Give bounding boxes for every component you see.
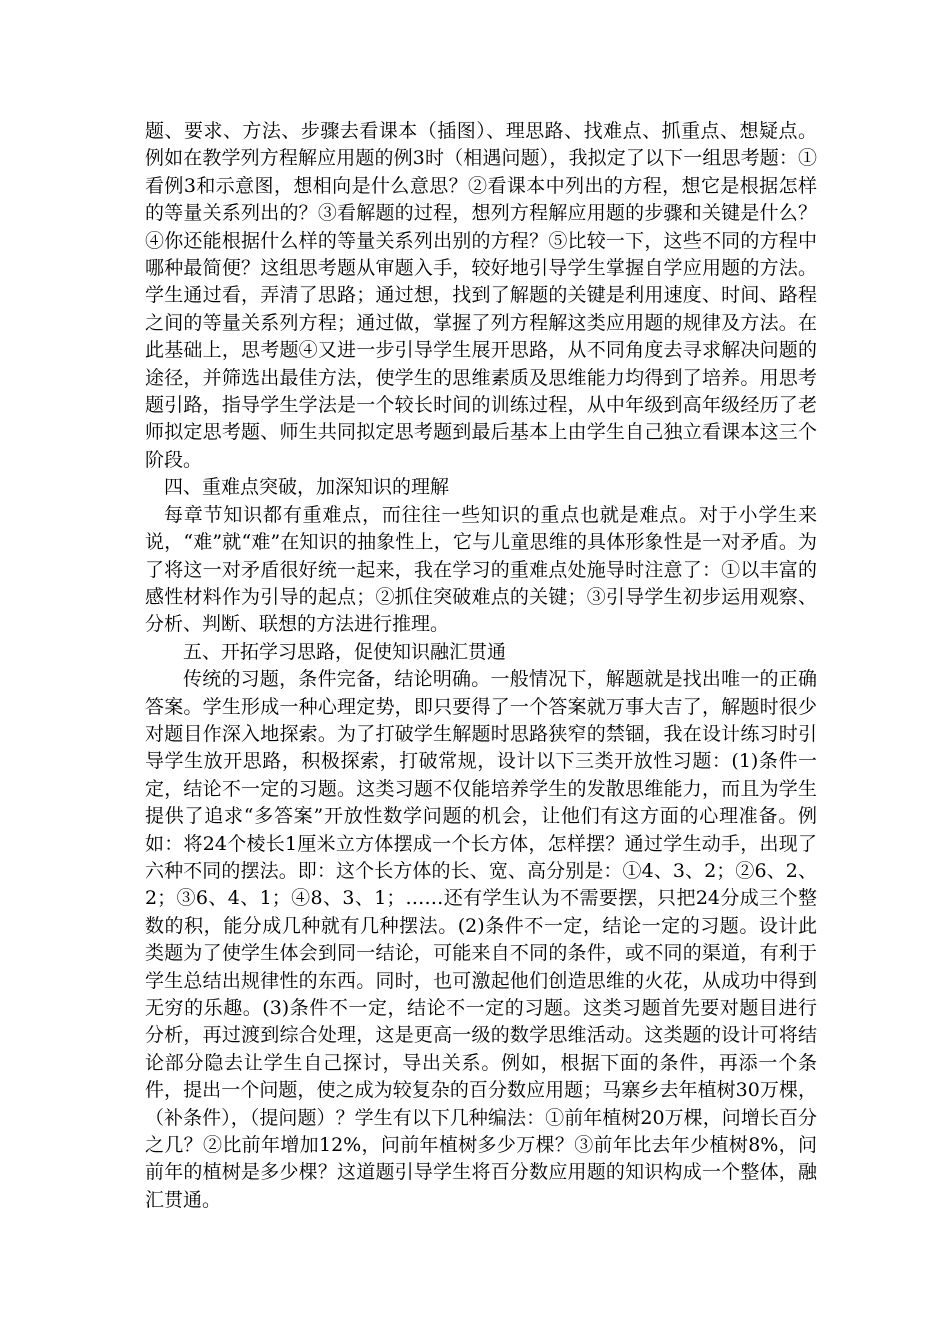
paragraph-key-difficulties: 每章节知识都有重难点，而往往一些知识的重点也就是难点。对于小学生来说，“难”就“难”在知识的抽象性上，它与儿童思维的具体形象性是一对矛盾。为了将这一对矛盾很好统一起来，我在学习的重难点处施导时注意了：①以丰富的感性材料作为引导的起点；②抓住突破难点的关键；③引导学生初步运用观察、分析、判断、联想的方法进行推理。	[145, 503, 817, 636]
paragraph-study-method: 题、要求、方法、步骤去看课本（插图）、理思路、找难点、抓重点、想疑点。例如在教学列方程解应用题的例3时（相遇问题），我拟定了以下一组思考题：①看例3和示意图，想相向是什么意思？②看课本中列出的方程，想它是根据怎样的等量关系列出的？③看解题的过程，想列方程解应用题的步骤和关键是什么？④你还能根据什么样的等量关系列出别的方程？⑤比较一下，这些不同的方程中哪种最简便？这组思考题从审题入手，较好地引导学生掌握自学应用题的方法。学生通过看，弄清了思路；通过想，找到了解题的关键是利用速度、时间、路程之间的等量关系列方程；通过做，掌握了列方程解这类应用题的规律及方法。在此基础上，思考题④又进一步引导学生展开思路，从不同角度去寻求解决问题的途径，并筛选出最佳方法，使学生的思维素质及思维能力均得到了培养。用思考题引路，指导学生学法是一个较长时间的训练过程，从中年级到高年级经历了老师拟定思考题、师生共同拟定思考题到最后基本上由学生自己独立看课本这三个阶段。	[145, 120, 817, 471]
section-heading-5: 五、开拓学习思路，促使知识融汇贯通	[183, 640, 507, 663]
paragraph-open-exercises: 传统的习题，条件完备，结论明确。一般情况下，解题就是找出唯一的正确答案。学生形成一种心理定势，即只要得了一个答案就万事大吉了，解题时很少对题目作深入地探索。为了打破学生解题时思路狭窄的禁锢，我在设计练习时引导学生放开思路，积极探索，打破常规，设计以下三类开放性习题：(1)条件一定，结论不一定的习题。这类习题不仅能培养学生的发散思维能力，而且为学生提供了追求“多答案”开放性数学问题的机会，让他们有这方面的心理准备。例如：将24个棱长1厘米立方体摆成一个长方体，怎样摆？通过学生动手，出现了六种不同的摆法。即：这个长方体的长、宽、高分别是：①4、3、2；②6、2、2；③6、4、1；④8、3、1；……还有学生认为不需要摆，只把24分成三个整数的积，能分成几种就有几种摆法。(2)条件不一定，结论一定的习题。设计此类题为了使学生体会到同一结论，可能来自不同的条件，或不同的渠道，有利于学生总结出规律性的东西。同时，也可激起他们创造思维的火花，从成功中得到无穷的乐趣。(3)条件不一定，结论不一定的习题。这类习题首先要对题目进行分析，再过渡到综合处理，这是更高一级的数学思维活动。这类题的设计可将结论部分隐去让学生自己探讨，导出关系。例如，根据下面的条件，再添一个条件，提出一个问题，使之成为较复杂的百分数应用题；马寨乡去年植树30万棵，（补条件），（提问题）？学生有以下几种编法：①前年植树20万棵，问增长百分之几？②比前年增加12%，问前年植树多少万棵？③前年比去年少植树8%，问前年的植树是多少棵？这道题引导学生将百分数应用题的知识构成一个整体，融汇贯通。	[145, 668, 817, 1211]
section-heading-4: 四、重难点突破，加深知识的理解	[164, 476, 450, 499]
document-body	[145, 118, 817, 1214]
